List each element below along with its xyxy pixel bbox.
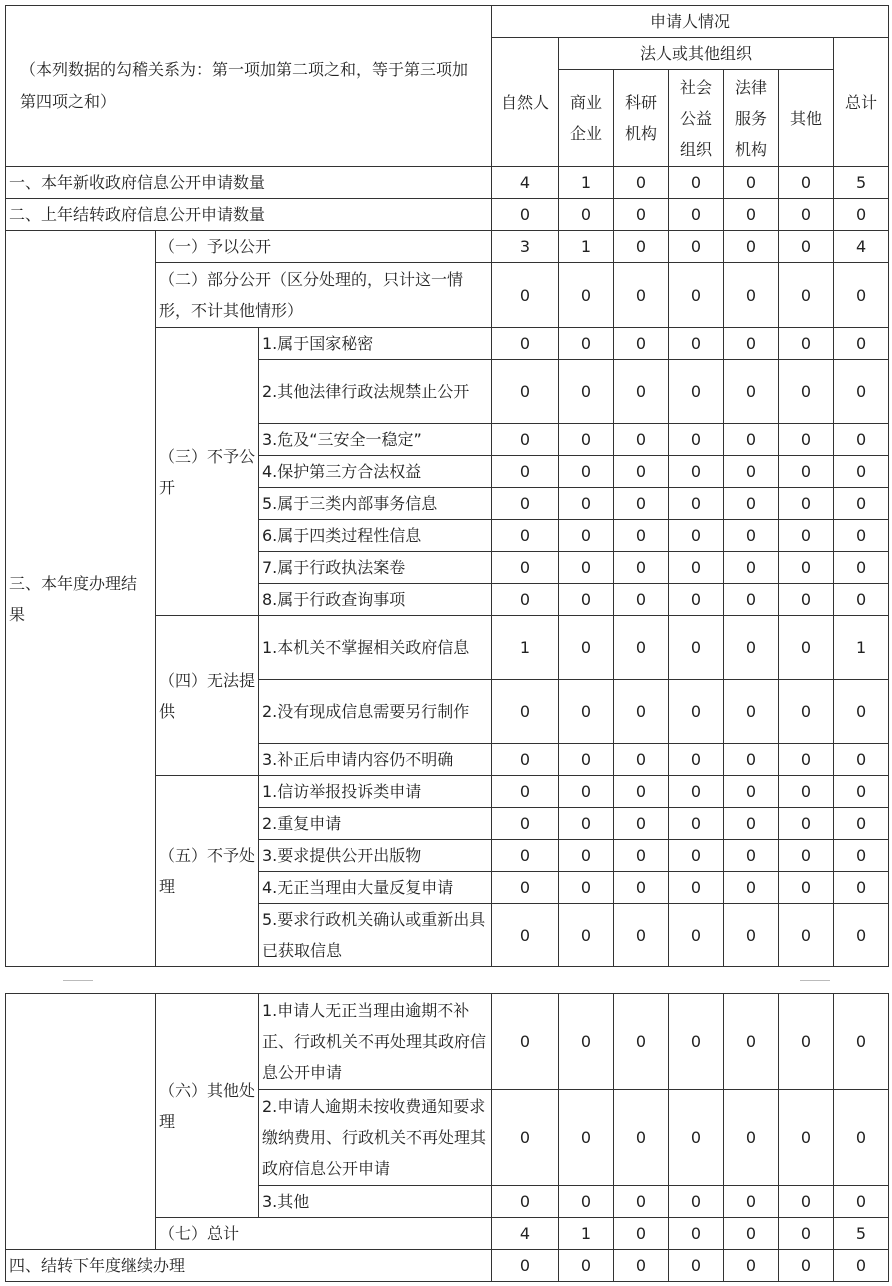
cell-value: 0 — [779, 840, 834, 872]
cell-value: 0 — [614, 680, 669, 744]
cell-value: 0 — [492, 994, 559, 1090]
cell-value: 0 — [724, 424, 779, 456]
cell-value: 0 — [614, 263, 669, 328]
cell-value: 0 — [834, 520, 889, 552]
cell-value: 0 — [779, 199, 834, 231]
cell-value: 0 — [669, 456, 724, 488]
cell-value: 0 — [669, 424, 724, 456]
table-row — [6, 167, 889, 199]
row-label: 3.危及“三安全一稳定” — [259, 424, 492, 456]
cell-value: 0 — [614, 456, 669, 488]
cell-value: 0 — [834, 1250, 889, 1282]
cell-value: 0 — [559, 328, 614, 360]
row-label: 3.要求提供公开出版物 — [259, 840, 492, 872]
row-label: （二）部分公开（区分处理的，只计这一情形，不计其他情形） — [156, 263, 492, 328]
cell-value: 0 — [779, 167, 834, 199]
cell-value: 0 — [669, 584, 724, 616]
cell-value: 0 — [669, 808, 724, 840]
row-label: 4.保护第三方合法权益 — [259, 456, 492, 488]
cell-value: 0 — [779, 424, 834, 456]
cell-value: 0 — [614, 360, 669, 424]
cell-value: 0 — [614, 167, 669, 199]
cell-value: 0 — [834, 488, 889, 520]
cell-value: 0 — [669, 520, 724, 552]
cell-value: 0 — [614, 904, 669, 967]
cell-value: 0 — [779, 872, 834, 904]
cell-value: 0 — [724, 199, 779, 231]
row-label: 4.无正当理由大量反复申请 — [259, 872, 492, 904]
cell-value: 0 — [779, 994, 834, 1090]
cell-value: 0 — [492, 1186, 559, 1218]
cell-value: 1 — [834, 616, 889, 680]
cell-value: 0 — [559, 1186, 614, 1218]
row-label: 5.属于三类内部事务信息 — [259, 488, 492, 520]
row-label: 2.其他法律行政法规禁止公开 — [259, 360, 492, 424]
cell-value: 0 — [724, 680, 779, 744]
cell-value: 0 — [779, 520, 834, 552]
cell-value: 0 — [559, 994, 614, 1090]
cell-value: 0 — [724, 456, 779, 488]
cell-value: 0 — [492, 808, 559, 840]
cell-value: 0 — [669, 1090, 724, 1186]
row-label: 1.信访举报投诉类申请 — [259, 776, 492, 808]
cell-value: 0 — [779, 616, 834, 680]
cell-value: 0 — [492, 552, 559, 584]
cell-value: 0 — [669, 616, 724, 680]
cell-value: 0 — [834, 680, 889, 744]
subgroup-label: （四）无法提供 — [156, 616, 259, 776]
cell-value: 0 — [559, 872, 614, 904]
header-note: （本列数据的勾稽关系为：第一项加第二项之和，等于第三项加第四项之和） — [6, 6, 492, 167]
cell-value: 0 — [559, 744, 614, 776]
cell-value: 0 — [834, 263, 889, 328]
cell-value: 0 — [492, 424, 559, 456]
cell-value: 0 — [614, 744, 669, 776]
report-table-part1 — [5, 5, 889, 967]
cell-value: 1 — [559, 167, 614, 199]
cell-value: 0 — [779, 1218, 834, 1250]
row-label: 1.本机关不掌握相关政府信息 — [259, 616, 492, 680]
cell-value: 0 — [779, 1090, 834, 1186]
cell-value: 0 — [492, 840, 559, 872]
row-label: 2.重复申请 — [259, 808, 492, 840]
cell-value: 0 — [669, 840, 724, 872]
cell-value: 0 — [834, 1186, 889, 1218]
cell-value: 0 — [492, 872, 559, 904]
cell-value: 1 — [559, 231, 614, 263]
table-row — [6, 231, 889, 263]
table-row — [6, 994, 889, 1090]
cell-value: 0 — [724, 520, 779, 552]
header-total: 总计 — [834, 38, 889, 167]
row-label: 1.申请人无正当理由逾期不补正、行政机关不再处理其政府信息公开申请 — [259, 994, 492, 1090]
cell-value: 0 — [559, 552, 614, 584]
cell-value: 0 — [834, 904, 889, 967]
header-law: 法律服务机构 — [724, 70, 779, 167]
cell-value: 0 — [492, 456, 559, 488]
cell-value: 0 — [834, 872, 889, 904]
cell-value: 5 — [834, 1218, 889, 1250]
cell-value: 0 — [559, 360, 614, 424]
row-label: 6.属于四类过程性信息 — [259, 520, 492, 552]
cell-value: 0 — [834, 424, 889, 456]
row-label: （七）总计 — [156, 1218, 492, 1250]
cell-value: 0 — [724, 1250, 779, 1282]
cell-value: 0 — [724, 776, 779, 808]
cell-value: 0 — [559, 904, 614, 967]
cell-value: 0 — [779, 744, 834, 776]
group-label-continued — [6, 994, 156, 1250]
cell-value: 0 — [834, 994, 889, 1090]
cell-value: 0 — [724, 360, 779, 424]
cell-value: 0 — [614, 199, 669, 231]
cell-value: 0 — [614, 994, 669, 1090]
report-table-part2 — [5, 993, 889, 1282]
cell-value: 0 — [614, 808, 669, 840]
cell-value: 0 — [492, 776, 559, 808]
cell-value: 1 — [492, 616, 559, 680]
cell-value: 0 — [669, 1186, 724, 1218]
cell-value: 0 — [669, 231, 724, 263]
cell-value: 0 — [724, 904, 779, 967]
cell-value: 0 — [492, 1090, 559, 1186]
cell-value: 0 — [559, 199, 614, 231]
cell-value: 0 — [724, 263, 779, 328]
row-label: 8.属于行政查询事项 — [259, 584, 492, 616]
cell-value: 0 — [724, 872, 779, 904]
row-label: 1.属于国家秘密 — [259, 328, 492, 360]
cell-value: 0 — [669, 263, 724, 328]
cell-value: 0 — [492, 360, 559, 424]
cell-value: 0 — [779, 231, 834, 263]
cell-value: 0 — [834, 552, 889, 584]
cell-value: 0 — [779, 488, 834, 520]
cell-value: 0 — [559, 424, 614, 456]
cell-value: 0 — [779, 904, 834, 967]
cell-value: 0 — [779, 360, 834, 424]
cell-value: 0 — [779, 263, 834, 328]
cell-value: 0 — [492, 680, 559, 744]
cell-value: 0 — [669, 328, 724, 360]
cell-value: 0 — [669, 1218, 724, 1250]
row-label: 3.其他 — [259, 1186, 492, 1218]
cell-value: 0 — [724, 744, 779, 776]
row-label: 二、上年结转政府信息公开申请数量 — [6, 199, 492, 231]
cell-value: 0 — [669, 680, 724, 744]
cell-value: 0 — [492, 584, 559, 616]
cell-value: 0 — [492, 1250, 559, 1282]
cell-value: 0 — [614, 1250, 669, 1282]
cell-value: 0 — [779, 808, 834, 840]
cell-value: 0 — [559, 776, 614, 808]
cell-value: 0 — [724, 328, 779, 360]
header-natural-person: 自然人 — [492, 38, 559, 167]
header-applicant: 申请人情况 — [492, 6, 889, 38]
cell-value: 0 — [614, 231, 669, 263]
cell-value: 0 — [724, 552, 779, 584]
cell-value: 0 — [724, 231, 779, 263]
cell-value: 0 — [779, 1250, 834, 1282]
cell-value: 4 — [492, 1218, 559, 1250]
cell-value: 0 — [724, 808, 779, 840]
cell-value: 0 — [834, 584, 889, 616]
cell-value: 0 — [669, 199, 724, 231]
cell-value: 0 — [559, 680, 614, 744]
header-other: 其他 — [779, 70, 834, 167]
row-label: 四、结转下年度继续办理 — [6, 1250, 492, 1282]
cell-value: 0 — [559, 616, 614, 680]
cell-value: 0 — [559, 584, 614, 616]
cell-value: 5 — [834, 167, 889, 199]
cell-value: 0 — [614, 1090, 669, 1186]
page-break-mark — [800, 980, 830, 981]
header-business: 商业企业 — [559, 70, 614, 167]
row-label: 2.申请人逾期未按收费通知要求缴纳费用、行政机关不再处理其政府信息公开申请 — [259, 1090, 492, 1186]
cell-value: 0 — [724, 840, 779, 872]
cell-value: 0 — [724, 1090, 779, 1186]
cell-value: 0 — [669, 994, 724, 1090]
cell-value: 0 — [492, 904, 559, 967]
page-break-mark — [63, 980, 93, 981]
cell-value: 0 — [614, 584, 669, 616]
cell-value: 0 — [779, 584, 834, 616]
group-label-results: 三、本年度办理结果 — [6, 231, 156, 967]
row-label: 3.补正后申请内容仍不明确 — [259, 744, 492, 776]
row-label: 7.属于行政执法案卷 — [259, 552, 492, 584]
cell-value: 0 — [614, 328, 669, 360]
cell-value: 0 — [559, 456, 614, 488]
cell-value: 0 — [669, 360, 724, 424]
subgroup-label: （五）不予处理 — [156, 776, 259, 967]
cell-value: 0 — [559, 808, 614, 840]
cell-value: 0 — [492, 263, 559, 328]
cell-value: 0 — [614, 840, 669, 872]
cell-value: 0 — [834, 1090, 889, 1186]
cell-value: 0 — [492, 488, 559, 520]
row-label: （一）予以公开 — [156, 231, 492, 263]
cell-value: 4 — [834, 231, 889, 263]
table-row — [6, 199, 889, 231]
cell-value: 0 — [614, 872, 669, 904]
cell-value: 0 — [724, 488, 779, 520]
cell-value: 0 — [779, 456, 834, 488]
cell-value: 0 — [834, 328, 889, 360]
header-legal-entity: 法人或其他组织 — [559, 38, 834, 70]
cell-value: 0 — [834, 199, 889, 231]
cell-value: 0 — [669, 552, 724, 584]
cell-value: 0 — [614, 1186, 669, 1218]
cell-value: 0 — [669, 1250, 724, 1282]
cell-value: 0 — [834, 840, 889, 872]
cell-value: 0 — [779, 680, 834, 744]
cell-value: 0 — [724, 994, 779, 1090]
cell-value: 0 — [559, 263, 614, 328]
cell-value: 0 — [834, 744, 889, 776]
cell-value: 1 — [559, 1218, 614, 1250]
subgroup-label: （六）其他处理 — [156, 994, 259, 1218]
cell-value: 0 — [614, 776, 669, 808]
cell-value: 0 — [559, 1090, 614, 1186]
cell-value: 0 — [834, 456, 889, 488]
cell-value: 0 — [614, 1218, 669, 1250]
row-label: 一、本年新收政府信息公开申请数量 — [6, 167, 492, 199]
cell-value: 0 — [669, 167, 724, 199]
cell-value: 0 — [669, 488, 724, 520]
cell-value: 0 — [614, 488, 669, 520]
header-social: 社会公益组织 — [669, 70, 724, 167]
cell-value: 3 — [492, 231, 559, 263]
cell-value: 0 — [779, 776, 834, 808]
cell-value: 0 — [492, 744, 559, 776]
header-research: 科研机构 — [614, 70, 669, 167]
cell-value: 0 — [724, 1186, 779, 1218]
cell-value: 0 — [614, 520, 669, 552]
cell-value: 0 — [492, 328, 559, 360]
cell-value: 0 — [724, 584, 779, 616]
cell-value: 0 — [724, 1218, 779, 1250]
cell-value: 0 — [559, 488, 614, 520]
cell-value: 0 — [492, 199, 559, 231]
cell-value: 0 — [779, 328, 834, 360]
row-label: 5.要求行政机关确认或重新出具已获取信息 — [259, 904, 492, 967]
row-label: 2.没有现成信息需要另行制作 — [259, 680, 492, 744]
cell-value: 0 — [669, 776, 724, 808]
table-row — [6, 1250, 889, 1282]
cell-value: 0 — [614, 616, 669, 680]
cell-value: 0 — [834, 776, 889, 808]
cell-value: 0 — [559, 520, 614, 552]
cell-value: 0 — [614, 424, 669, 456]
cell-value: 0 — [492, 520, 559, 552]
cell-value: 0 — [669, 744, 724, 776]
cell-value: 0 — [669, 872, 724, 904]
cell-value: 0 — [669, 904, 724, 967]
cell-value: 0 — [834, 360, 889, 424]
cell-value: 0 — [559, 1250, 614, 1282]
cell-value: 0 — [724, 167, 779, 199]
cell-value: 0 — [559, 840, 614, 872]
cell-value: 0 — [834, 808, 889, 840]
cell-value: 0 — [779, 552, 834, 584]
cell-value: 0 — [614, 552, 669, 584]
subgroup-label: （三）不予公开 — [156, 328, 259, 616]
cell-value: 0 — [724, 616, 779, 680]
cell-value: 0 — [779, 1186, 834, 1218]
cell-value: 4 — [492, 167, 559, 199]
